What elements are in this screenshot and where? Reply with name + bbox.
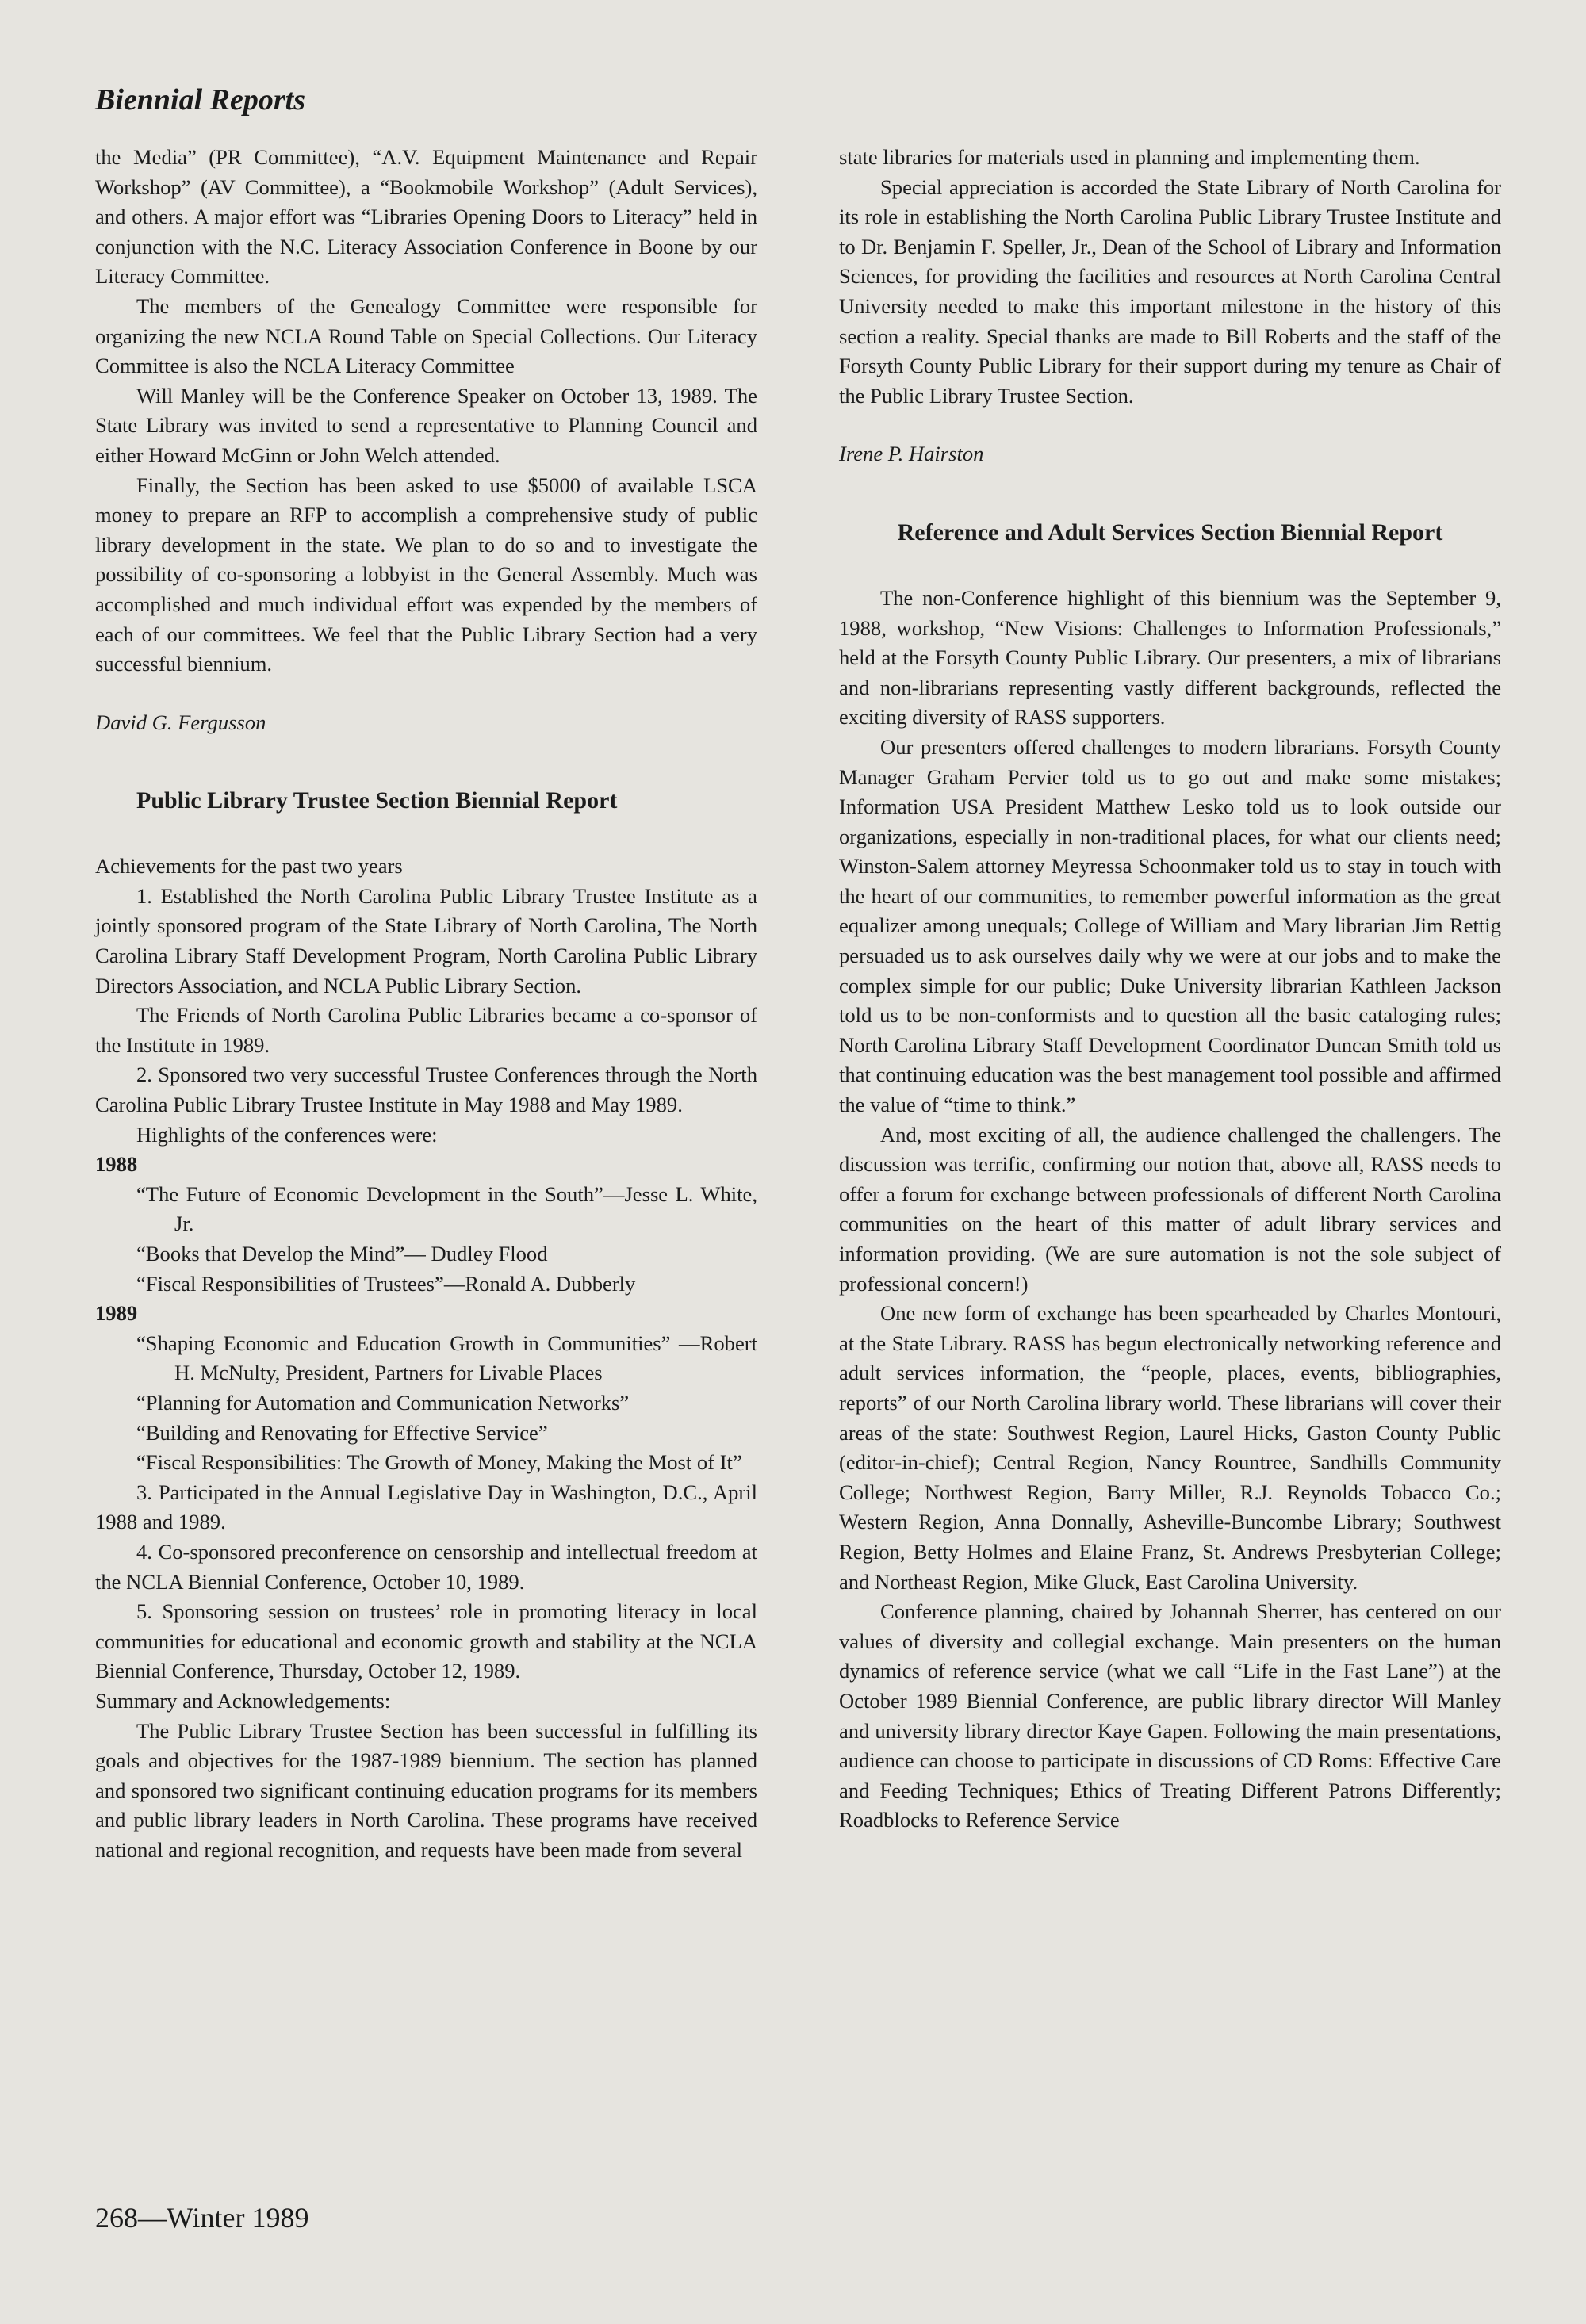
right-column — [839, 143, 1501, 1836]
conference-entry: “Planning for Automation and Communication Networks” — [136, 1390, 630, 1415]
conference-entry: “Books that Develop the Mind”— Dudley Flood — [136, 1242, 548, 1265]
conference-entry: “The Future of Economic Development in the South”—Jesse L. White, Jr. — [136, 1181, 757, 1236]
paragraph: The members of the Genealogy Committee were responsible for organizing the new NCLA Round Table on Special Collections. Our Literacy Committee is also the NCLA Literacy Committee — [95, 293, 757, 378]
paragraph: Our presenters offered challenges to modern librarians. Forsyth County Manager Graham Pervier told us to go out and make some mistakes; Information USA President Matthew Lesko told us to look outside our organizations, especially in non-traditional places, for what our clients need; Winston-Salem attorney Meyressa Schoonmaker told us to stay in touch with the heart of our communities, to remember powerful information as the great equalizer among unequals; College of William and Mary librarian Jim Rettig persuaded us to ask ourselves daily why we were at our jobs and to make the complex simple for our public; Duke University librarian Kathleen Jackson told us to be non-conformists and to question all the basic cataloging rules; North Carolina Library Staff Development Coordinator Duncan Smith told us that continuing education was the best management tool possible and affirmed the value of “time to think.” — [839, 734, 1501, 1117]
paragraph: Special appreciation is accorded the State Library of North Carolina for its role in establishing the North Carolina Public Library Trustee Institute and to Dr. Benjamin F. Speller, Jr., Dean of the School of Library and Information Sciences, for providing the facilities and resources at North Carolina Central University needed to make this important milestone in the history of this section a reality. Special thanks are made to Bill Roberts and the staff of the Forsyth County Public Library for their support during my tenure as Chair of the Public Library Trustee Section. — [839, 174, 1501, 408]
signature: David G. Fergusson — [95, 710, 266, 734]
paragraph: The Public Library Trustee Section has been successful in fulfilling its goals and objectives for the 1987-1989 biennium. The section has planned and sponsored two significant continuing education programs for its members and public library leaders in North Carolina. These programs have received national and regional recognition, and requests have been made from several — [95, 1718, 757, 1862]
left-column — [95, 143, 757, 1865]
page-footer: 268—Winter 1989 — [95, 2202, 309, 2234]
list-item: 1. Established the North Carolina Public Library Trustee Institute as a jointly sponsored program of the State Library of North Carolina, The North Carolina Library Staff Development Program, North Carolina Public Library Directors Association, and NCLA Public Library Section. — [95, 883, 757, 997]
list-item: 2. Sponsored two very successful Trustee Conferences through the North Carolina Public Library Trustee Institute in May 1988 and May 1989. — [95, 1062, 757, 1117]
conference-entry: “Building and Renovating for Effective Service” — [136, 1420, 548, 1445]
subheading: Achievements for the past two years — [95, 854, 403, 879]
paragraph: Finally, the Section has been asked to use $5000 of available LSCA money to prepare an RFP to accomplish a comprehensive study of public library development in the state. We plan to do so and to investigate the possibility of co-sponsoring a lobbyist in the General Assembly. Much was accomplished and much individual effort was expended by the members of each of our committees. We feel that the Public Library Section had a very successful biennium. — [95, 473, 757, 676]
signature: Irene P. Hairston — [839, 442, 984, 466]
conference-entry: “Fiscal Responsibilities of Trustees”—Ronald A. Dubberly — [136, 1271, 636, 1296]
paragraph: the Media” (PR Committee), “A.V. Equipment Maintenance and Repair Workshop” (AV Committee), a “Bookmobile Workshop” (Adult Services), and others. A major effort was “Libraries Opening Doors to Literacy” held in conjunction with the N.C. Literacy Association Conference in Boone by our Literacy Committee. — [95, 145, 757, 289]
paragraph: The Friends of North Carolina Public Libraries became a co-sponsor of the Institute in 1989. — [95, 1003, 757, 1057]
list-item: 3. Participated in the Annual Legislative Day in Washington, D.C., April 1988 and 1989. — [95, 1480, 757, 1534]
paragraph: state libraries for materials used in planning and implementing them. — [839, 145, 1420, 169]
running-header: Biennial Reports — [95, 83, 305, 117]
paragraph: And, most exciting of all, the audience challenged the challengers. The discussion was terrific, confirming our notion that, above all, RASS needs to offer a forum for exchange between professionals of different North Carolina communities on the heart of this matter of adult library services and information providing. (We are sure automation is not the sole subject of professional concern!) — [839, 1122, 1501, 1296]
list-item: 5. Sponsoring session on trustees’ role in promoting literacy in local communities for educational and economic growth and stability at the NCLA Biennial Conference, Thursday, October 12, 1989. — [95, 1599, 757, 1683]
subheading: Summary and Acknowledgements: — [95, 1688, 391, 1713]
list-item: 4. Co-sponsored preconference on censorship and intellectual freedom at the NCLA Biennial Conference, October 10, 1989. — [95, 1539, 757, 1594]
conference-entry: “Shaping Economic and Education Growth in Communities” —Robert H. McNulty, President, Partners for Livable Places — [136, 1330, 757, 1385]
section-heading: Reference and Adult Services Section Biennial Report — [897, 519, 1443, 546]
section-heading: Public Library Trustee Section Biennial Report — [136, 787, 618, 814]
paragraph: One new form of exchange has been spearheaded by Charles Montouri, at the State Library. RASS has begun electronically networking reference and adult services information, the “people, places, events, bibliographies, reports” of our North Carolina library world. These librarians will cover their areas of the state: Southwest Region, Laurel Hicks, Gaston County Public (editor-in-chief); Central Region, Nancy Rountree, Sandhills Community College; Northwest Region, Barry Miller, R.J. Reynolds Tobacco Co.; Western Region, Anna Donnally, Asheville-Buncombe Library; Southwest Region, Betty Holmes and Elaine Franz, St. Andrews Presbyterian College; and Northeast Region, Mike Gluck, East Carolina University. — [839, 1301, 1501, 1594]
paragraph: The non-Conference highlight of this biennium was the September 9, 1988, workshop, “New Visions: Challenges to Information Professionals,” held at the Forsyth County Public Library. Our presenters, a mix of librarians and non-librarians representing vastly different backgrounds, reflected the exciting diversity of RASS supporters. — [839, 585, 1501, 729]
year-label: 1988 — [95, 1152, 138, 1177]
year-label: 1989 — [95, 1301, 138, 1326]
paragraph: Conference planning, chaired by Johannah Sherrer, has centered on our values of diversity and collegial exchange. Main presenters on the human dynamics of reference service (what we call “Life in the Fast Lane”) at the October 1989 Biennial Conference, are public library director Will Manley and university library director Kaye Gapen. Following the main presentations, audience can choose to participate in discussions of CD Roms: Effective Care and Feeding Techniques; Ethics of Treating Different Patrons Differently; Roadblocks to Reference Service — [839, 1599, 1501, 1832]
paragraph: Highlights of the conferences were: — [136, 1122, 438, 1147]
conference-entry: “Fiscal Responsibilities: The Growth of Money, Making the Most of It” — [136, 1450, 742, 1475]
paragraph: Will Manley will be the Conference Speaker on October 13, 1989. The State Library was invited to send a representative to Planning Council and either Howard McGinn or John Welch attended. — [95, 383, 757, 467]
